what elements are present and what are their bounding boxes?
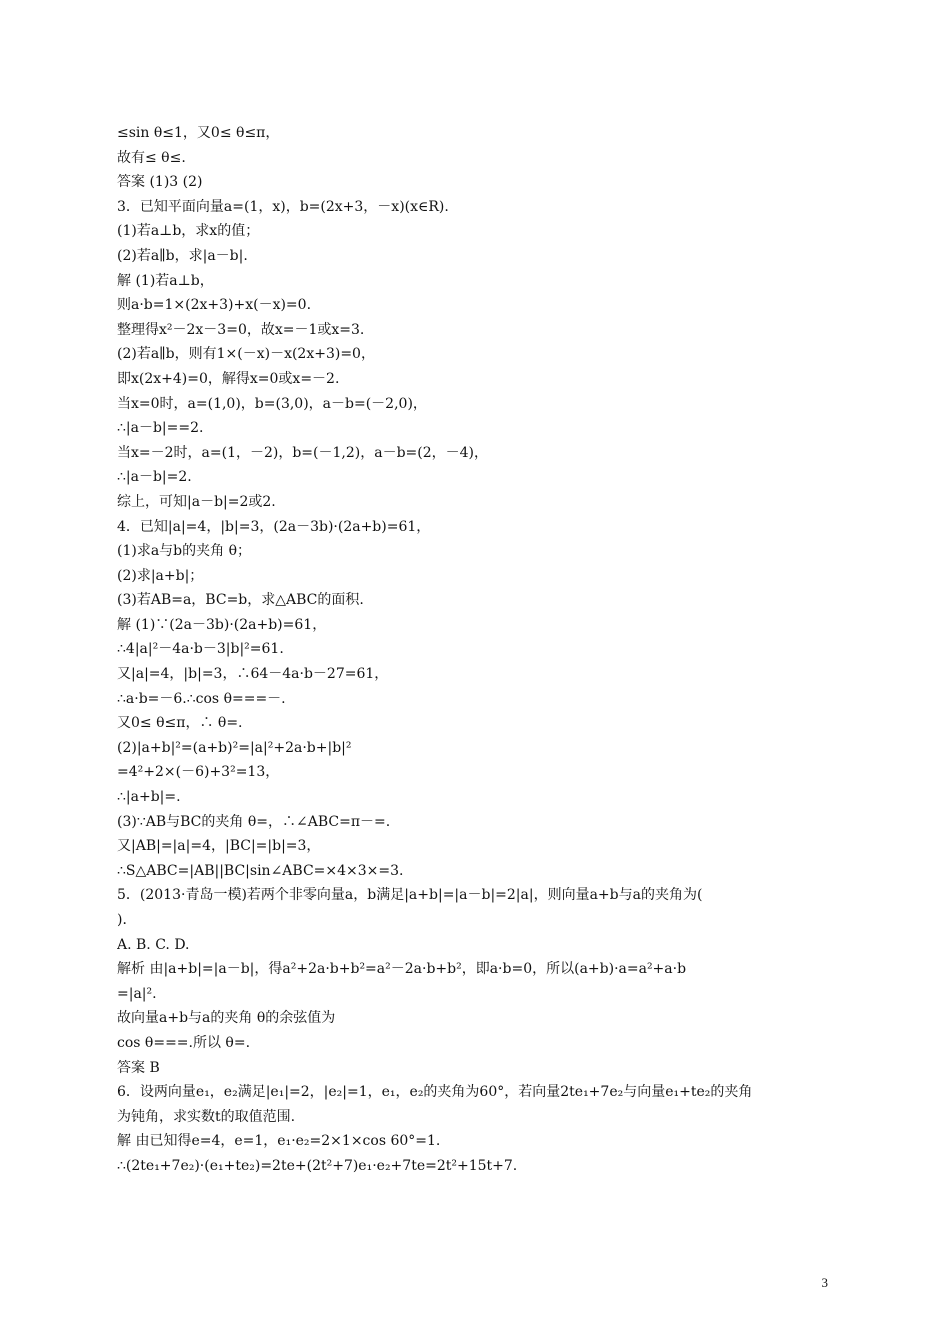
text-line: (2)若a∥b，则有1×(－x)－x(2x+3)=0，	[117, 346, 375, 363]
text-line: )．	[117, 912, 137, 928]
text-line: 当x=－2时，a=(1，－2)，b=(－1,2)，a－b=(2，－4)，	[117, 444, 489, 461]
text-line: 整理得x²－2x－3=0，故x=－1或x=3.	[117, 321, 365, 338]
text-line: (3)若AB=a，BC=b，求△ABC的面积.	[117, 592, 364, 609]
text-line: =|a|².	[117, 985, 157, 1002]
text-line: ≤sin θ≤1，又0≤ θ≤π，	[117, 125, 280, 141]
text-line: ∴|a－b|==2.	[117, 420, 204, 437]
text-line: 3．已知平面向量a=(1，x)，b=(2x+3，－x)(x∈R).	[117, 198, 449, 215]
text-line: ∴a·b=－6.∴cos θ===－.	[117, 690, 286, 707]
text-line: =4²+2×(－6)+3²=13，	[117, 764, 280, 781]
text-line: 4．已知|a|=4，|b|=3，(2a－3b)·(2a+b)=61，	[117, 518, 431, 535]
text-line: 综上，可知|a－b|=2或2.	[117, 493, 276, 510]
text-line: (1)求a与b的夹角 θ；	[117, 543, 252, 560]
text-line: 5．(2013·青岛一模)若两个非零向量a，b满足|a+b|=|a－b|=2|a|，则向量a+b与a的夹角为(	[117, 887, 703, 904]
text-line: ∴S△ABC=|AB||BC|sin∠ABC=×4×3×=3.	[117, 862, 404, 879]
text-line: 解 由已知得e=4，e=1，e₁·e₂=2×1×cos 60°=1.	[117, 1133, 441, 1150]
text-line: 解 (1)若a⊥b，	[117, 272, 214, 289]
text-line: 为钝角，求实数t的取值范围.	[117, 1108, 296, 1125]
text-line: 又|a|=4，|b|=3，∴64－4a·b－27=61，	[117, 666, 389, 683]
text-line: ∴|a+b|=.	[117, 789, 181, 806]
text-line: cos θ===.所以 θ=.	[117, 1034, 251, 1051]
text-line: (3)∵AB与BC的夹角 θ=，∴∠ABC=π－=.	[117, 813, 391, 830]
text-line: 解 (1)∵(2a－3b)·(2a+b)=61，	[117, 616, 327, 633]
page-content	[117, 121, 839, 1179]
text-line: 故向量a+b与a的夹角 θ的余弦值为	[117, 1010, 336, 1027]
text-line: (2)求|a+b|；	[117, 567, 204, 584]
text-line: (2)若a∥b，求|a－b|.	[117, 247, 248, 264]
text-line: ∴|a－b|=2.	[117, 469, 192, 486]
text-line: 6．设两向量e₁，e₂满足|e₁|=2，|e₂|=1，e₁，e₂的夹角为60°，若向量2te₁+7e₂与向量e₁+te₂的夹角	[117, 1084, 753, 1101]
text-line: ∴(2te₁+7e₂)·(e₁+te₂)=2te+(2t²+7)e₁·e₂+7te=2t²+15t+7.	[117, 1157, 518, 1174]
page-number: 3	[821, 1275, 828, 1290]
text-line: 答案 B	[117, 1059, 160, 1076]
text-line: 则a·b=1×(2x+3)+x(－x)=0.	[117, 297, 312, 314]
text-line: 又0≤ θ≤π，∴ θ=.	[117, 715, 243, 732]
text-line: 又|AB|=|a|=4，|BC|=|b|=3，	[117, 838, 321, 855]
text-line: (1)若a⊥b，求x的值；	[117, 223, 260, 240]
text-line: 解析 由|a+b|=|a－b|，得a²+2a·b+b²=a²－2a·b+b²，即a·b=0，所以(a+b)·a=a²+a·b	[117, 961, 687, 978]
text-line: A. B. C. D.	[117, 936, 190, 953]
text-line: (2)|a+b|²=(a+b)²=|a|²+2a·b+|b|²	[117, 739, 352, 756]
text-line: 即x(2x+4)=0，解得x=0或x=－2.	[117, 370, 340, 387]
text-line: 答案 (1)3 (2)	[117, 174, 203, 191]
text-line: 故有≤ θ≤.	[117, 149, 186, 166]
text-line: ∴4|a|²－4a·b－3|b|²=61.	[117, 641, 284, 658]
text-line: 当x=0时，a=(1,0)，b=(3,0)，a－b=(－2,0)，	[117, 395, 427, 412]
